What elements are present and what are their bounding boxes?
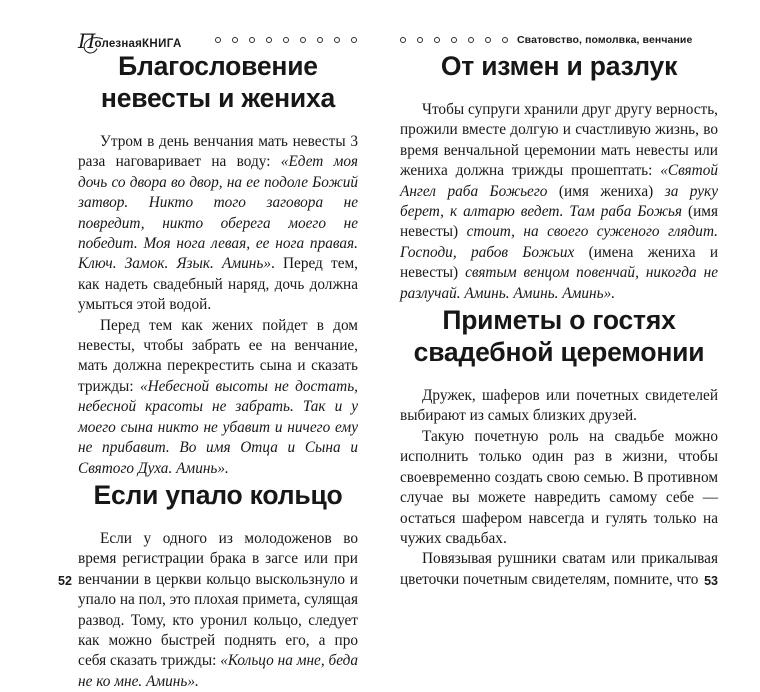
ornament-dot bbox=[400, 37, 406, 43]
ornament-dot bbox=[502, 37, 508, 43]
left-page bbox=[0, 0, 380, 690]
ornament-dot bbox=[485, 37, 491, 43]
ornament-dot bbox=[215, 37, 221, 43]
right-paragraph-4: Повязывая рушники сватам или прикалывая цветочки почетным свидетелям, помните, что bbox=[400, 550, 718, 588]
ornament-dot bbox=[334, 37, 340, 43]
right-p1-incantation-2: за руку берет, к алтарю ведет. Там раба Божья bbox=[400, 182, 718, 221]
right-running-head-title: Сватовство, помолвка, венчание bbox=[517, 34, 693, 46]
ornament-dot bbox=[434, 37, 440, 43]
ornament-dot bbox=[351, 37, 357, 43]
left-p2-incantation: «Небесной высоты не достать, небесной красоты не забрать. Так и у моего сына никто не убавит и ничего ему не прибавит. Во имя Отца и Сына и Святого Духа. Аминь». bbox=[78, 377, 358, 477]
right-paragraph-2: Дружек, шаферов или почетных свидетелей выбирают из самых близких друзей. bbox=[400, 387, 718, 425]
right-p1-incantation-1: «Святой Ангел раба Божьего bbox=[400, 162, 718, 200]
brand-name-caps: КНИГА bbox=[142, 38, 182, 50]
ornament-dot bbox=[283, 37, 289, 43]
left-heading-blessing: Благословение невесты и жениха bbox=[100, 51, 336, 113]
right-p1-name-2: (имя невесты) bbox=[400, 203, 718, 241]
right-p1-name-1: (имя жениха) bbox=[558, 182, 654, 200]
right-p1-text-a: Чтобы супруги хранили друг другу верность, прожили вместе долгую и счастливую жизнь, во время венчальной церемонии мать невесты или жениха должна трижды прошептать: bbox=[400, 101, 718, 180]
right-p1-incantation-3: стоит, на своего суженого глядит. Господи, рабов Божьих bbox=[400, 223, 718, 261]
header-ornament-dots-left bbox=[215, 37, 357, 43]
right-paragraph-3: Такую почетную роль на свадьбе можно исполнить только один раз в жизни, чтобы своевременно создать свою семью. В противном случае вы можете навредить самому себе — остаться шафером навсегда и гулять только на чужих свадьбах. bbox=[400, 427, 718, 547]
left-heading-ring: Если упало кольцо bbox=[93, 479, 343, 510]
ornament-dot bbox=[232, 37, 238, 43]
right-page-number: 53 bbox=[704, 574, 718, 588]
right-heading-guests: Приметы о гостях свадебной церемонии bbox=[413, 305, 705, 368]
right-page bbox=[380, 0, 760, 606]
right-heading-betrayal: От измен и разлук bbox=[440, 51, 678, 81]
left-running-head bbox=[78, 29, 358, 53]
brand-initial-letter: П bbox=[78, 29, 96, 53]
left-paragraph-2 bbox=[78, 316, 358, 479]
header-ornament-dots-right bbox=[400, 37, 508, 43]
left-p3-incantation: «Кольцо на мне, беда не ко мне. Аминь». bbox=[78, 652, 358, 690]
left-p3-text-a: Если у одного из молодоженов во время регистрации брака в загсе или при венчании в церкви кольцо выскользнуло и упало на пол, это плохая примета, сулящая развод. Тому, кто уронил кольцо, следует как можно быстрей поднять его, а про себя сказать трижды: bbox=[78, 529, 358, 670]
ornament-dot bbox=[249, 37, 255, 43]
left-page-number: 52 bbox=[58, 574, 72, 588]
left-p1-incantation: «Едет моя дочь со двора во двор, на ее подоле Божий затвор. Никто того заговора не повредит, никто оберега моего не победит. Моя нога левая, ее нога правая. Ключ. Замок. Язык. Аминь» bbox=[78, 153, 358, 273]
left-paragraph-1 bbox=[78, 132, 358, 316]
ornament-dot bbox=[300, 37, 306, 43]
left-paragraph-3 bbox=[78, 529, 358, 692]
publisher-logo bbox=[78, 29, 182, 53]
left-p1-text-a: Утром в день венчания мать невесты 3 раза наговаривает на воду: bbox=[78, 133, 358, 171]
right-p1-name-3: (имена жениха и невесты) bbox=[400, 243, 719, 282]
ornament-dot bbox=[317, 37, 323, 43]
ornament-dot bbox=[266, 37, 272, 43]
left-p2-text-a: Перед тем как жених пойдет в дом невесты, чтобы забрать ее на венчание, мать должна перекрестить сына и сказать трижды: bbox=[78, 316, 358, 395]
right-paragraph-1 bbox=[400, 100, 718, 304]
ornament-dot bbox=[468, 37, 474, 43]
ornament-dot bbox=[451, 37, 457, 43]
right-p1-incantation-4: святым венцом повенчай, никогда не разлучай. Аминь. Аминь. Аминь». bbox=[400, 264, 718, 302]
left-p1-text-b: . Перед тем, как надеть свадебный наряд, дочь должна умыться этой водой. bbox=[78, 255, 358, 314]
brand-name-lower: олезная bbox=[94, 38, 143, 50]
right-running-head bbox=[400, 30, 718, 50]
ornament-dot bbox=[417, 37, 423, 43]
